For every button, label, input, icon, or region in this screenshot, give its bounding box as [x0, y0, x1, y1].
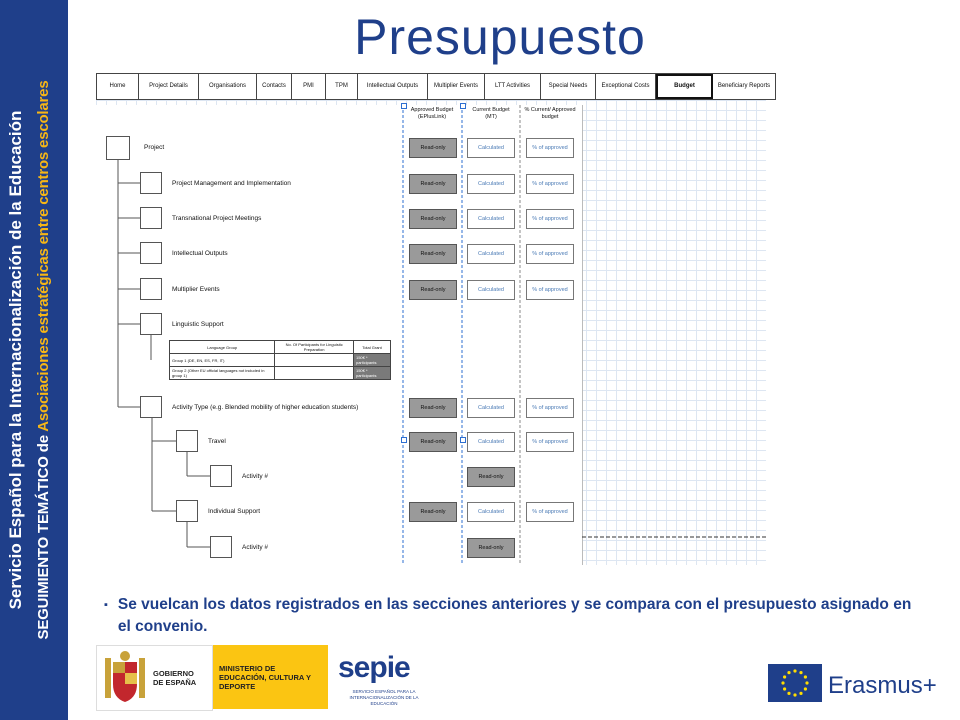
selection-handle[interactable] [460, 437, 466, 443]
percent-cell[interactable]: % of approved [526, 502, 574, 522]
tab-home[interactable]: Home [97, 74, 139, 99]
lang-cell: 150€ * participants [353, 354, 390, 367]
tree-node-label: Activity # [242, 544, 269, 551]
calculated-cell[interactable]: Calculated [467, 174, 515, 194]
gobierno-logo [96, 645, 328, 709]
tab-budget[interactable]: Budget [656, 74, 713, 99]
tab-organisations[interactable]: Organisations [199, 74, 257, 99]
percent-cell[interactable]: % of approved [526, 280, 574, 300]
read-only-cell: Read-only [467, 467, 515, 487]
tree-node-label: Activity Type (e.g. Blended mobility of higher education students) [172, 404, 359, 411]
tree-node-label: Intellectual Outputs [172, 250, 228, 257]
read-only-cell: Read-only [409, 174, 457, 194]
lang-cell: 150€ * participants [353, 367, 390, 380]
percent-cell[interactable]: % of approved [526, 174, 574, 194]
tree-node-box[interactable] [140, 396, 162, 418]
tree-node-label: Project [144, 144, 165, 151]
tab-bar [96, 73, 776, 100]
tab-multiplier-events[interactable]: Multiplier Events [428, 74, 485, 99]
tree-node-box[interactable] [210, 465, 232, 487]
ministerio-text: MINISTERIO DE EDUCACIÓN, CULTURA Y DEPORTE [219, 663, 311, 691]
slide-title: Presupuesto [354, 9, 646, 65]
bullet-text: Se vuelcan los datos registrados en las secciones anteriores y se compara con el presupuesto asignado en el convenio. [117, 596, 912, 635]
tab-beneficiary-reports[interactable]: Beneficiary Reports [717, 83, 771, 89]
tree-node-label: Activity # [242, 473, 269, 480]
tab-pmi[interactable]: PMI [292, 74, 326, 99]
read-only-cell: Read-only [409, 209, 457, 229]
lang-header-participants: No. Of Participants for Linguistic Preparation [275, 341, 354, 354]
tree-node-label: Travel [208, 438, 226, 445]
percent-cell[interactable]: % of approved [526, 138, 574, 158]
tree-node-label: Individual Support [208, 508, 261, 515]
lang-cell[interactable] [275, 367, 354, 380]
selection-handle[interactable] [401, 437, 407, 443]
tree-connectors [96, 100, 766, 565]
tree-node-label: Project Management and Implementation [172, 180, 291, 187]
tab-contacts[interactable]: Contacts [257, 74, 292, 99]
selection-handle[interactable] [401, 103, 407, 109]
banner-subtitle: SEGUIMIENTO TEMÁTICO de Asociaciones estratégicas entre centros escolares [35, 80, 52, 640]
eu-flag-icon [768, 664, 822, 702]
lang-header-grant: Total Grant [353, 341, 390, 354]
calculated-cell[interactable]: Calculated [467, 244, 515, 264]
col-head-pct: % Current/ Approved budget [524, 107, 576, 120]
read-only-cell: Read-only [467, 538, 515, 558]
sepie-wordmark: sepie [338, 651, 410, 684]
selection-handle[interactable] [460, 103, 466, 109]
percent-cell[interactable]: % of approved [526, 398, 574, 418]
lang-header-group: Language Group [170, 341, 275, 354]
sepie-logo [332, 645, 436, 709]
tree-node-box[interactable] [106, 136, 130, 160]
sepie-subtitle: SERVICIO ESPAÑOL PARA LA INTERNACIONALIZACIÓN DE LA EDUCACIÓN [349, 689, 419, 706]
col-head-current: Current Budget (MT) [472, 107, 510, 120]
erasmus-wordmark: Erasmus+ [828, 672, 937, 699]
coat-of-arms-icon [103, 650, 147, 706]
calculated-cell[interactable]: Calculated [467, 280, 515, 300]
read-only-cell: Read-only [409, 138, 457, 158]
tab-exceptional-costs[interactable]: Exceptional Costs [596, 74, 656, 99]
read-only-cell: Read-only [409, 244, 457, 264]
tree-node-box[interactable] [140, 207, 162, 229]
language-group-table [169, 340, 391, 380]
tab-intellectual-outputs[interactable]: Intellectual Outputs [358, 74, 428, 99]
tree-node-box[interactable] [140, 242, 162, 264]
tree-node-box[interactable] [210, 536, 232, 558]
percent-cell[interactable]: % of approved [526, 432, 574, 452]
tree-node-box[interactable] [176, 430, 198, 452]
tab-special-needs[interactable]: Special Needs [541, 74, 596, 99]
read-only-cell: Read-only [409, 280, 457, 300]
percent-cell[interactable]: % of approved [526, 209, 574, 229]
bullet-square-icon: ▪ [104, 599, 108, 611]
tree-node-box[interactable] [140, 172, 162, 194]
side-banner [0, 0, 68, 720]
calculated-cell[interactable]: Calculated [467, 209, 515, 229]
lang-cell: Group 2 (Other EU official languages not included in group 1) [170, 367, 275, 380]
calculated-cell[interactable]: Calculated [467, 138, 515, 158]
bullet-point [104, 594, 924, 638]
read-only-cell: Read-only [409, 432, 457, 452]
tree-node-label: Multiplier Events [172, 286, 220, 293]
gobierno-text: GOBIERNO DE ESPAÑA [153, 669, 197, 687]
col-head-approved: Approved Budget (EPlusLink) [410, 107, 454, 120]
banner-organisation: Servicio Español para la Internacionalización de la Educación [6, 110, 25, 610]
tree-node-label: Transnational Project Meetings [172, 215, 262, 222]
tree-node-box[interactable] [140, 313, 162, 335]
tree-node-box[interactable] [140, 278, 162, 300]
read-only-cell: Read-only [409, 502, 457, 522]
calculated-cell[interactable]: Calculated [467, 398, 515, 418]
budget-diagram [96, 100, 766, 565]
tab-tpm[interactable]: TPM [326, 74, 358, 99]
read-only-cell: Read-only [409, 398, 457, 418]
lang-cell[interactable] [275, 354, 354, 367]
tree-node-label: Linguistic Support [172, 321, 224, 328]
tree-node-box[interactable] [176, 500, 198, 522]
calculated-cell[interactable]: Calculated [467, 432, 515, 452]
calculated-cell[interactable]: Calculated [467, 502, 515, 522]
percent-cell[interactable]: % of approved [526, 244, 574, 264]
lang-cell: Group 1 (DE, EN, ES, FR, IT) [170, 354, 275, 367]
erasmus-logo [768, 664, 943, 708]
tab-project-details[interactable]: Project Details [139, 74, 199, 99]
tab-ltt-activities[interactable]: LTT Activities [485, 74, 541, 99]
